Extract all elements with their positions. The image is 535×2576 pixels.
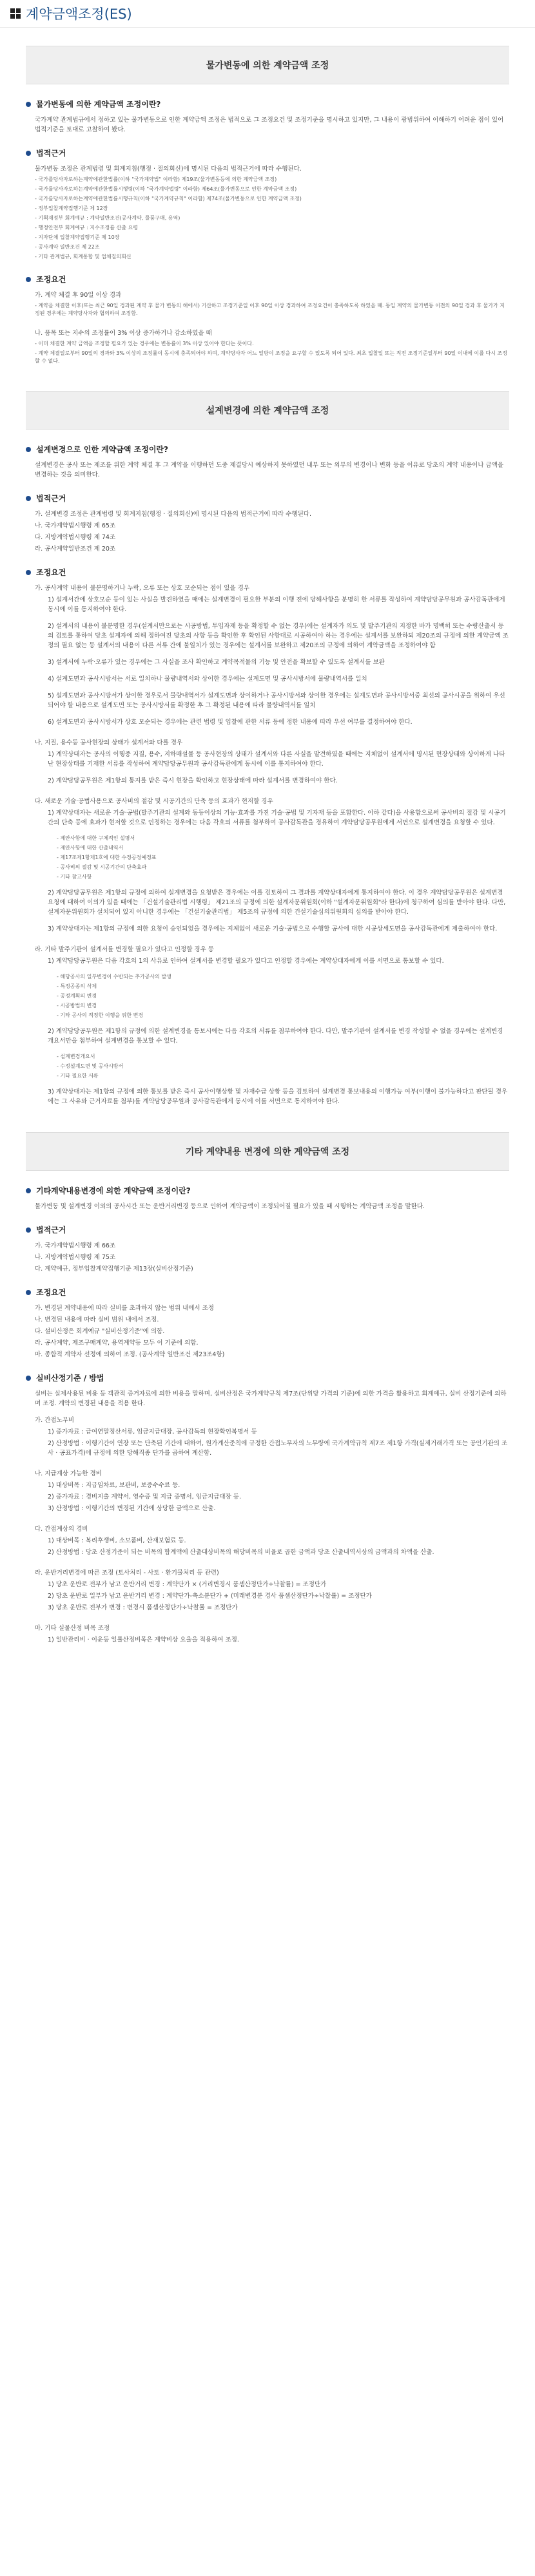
list-item: 1) 대상비목 : 지급임차료, 보관비, 보증수수료 등. [48, 1482, 180, 1489]
list-item: 라. 운반거리변경에 따른 조정 (토사처리 - 사토 · 환기물처리 등 관련) [35, 1569, 219, 1577]
list-item: 가. 계약 체결 후 90일 이상 경과 [35, 292, 122, 299]
note: - 기타 필요한 서류 [57, 1073, 99, 1079]
paragraph: 설계변경은 공사 또는 제조를 위한 계약 체결 후 그 계약을 이행하던 도중 제결당시 예상하지 못하였던 내부 또는 외부의 변경이나 변화 등을 이유로 당초의 계약 내용이나 금액을 변경하는 것을 의미한다. [35, 462, 504, 478]
note: - 제안사항에 대한 구체적인 설명서 [57, 835, 135, 841]
list-item: 다. 계약예규, 정부입찰계약집행기준 제13장(실비산정기준) [35, 1265, 193, 1273]
note: - 공정계획의 변경 [57, 993, 97, 999]
note: - 해당공사의 일부변경이 수반되는 추가공사의 발생 [57, 974, 171, 980]
note: - 이미 체결한 계약 금액을 조정할 필요가 있는 경우에는 변동률이 3% 이상 있어야 한다는 뜻이다. [35, 341, 254, 346]
question-heading [26, 1185, 509, 1196]
question-title: 기타계약내용변경에 의한 계약금액 조정이란? [36, 1186, 191, 1195]
list-item: 나. 지질, 용수등 공사현장의 상태가 설계서와 다를 경우 [35, 739, 183, 746]
list-item: 4) 설계도면과 공사시방서는 서로 일치하나 물량내역서와 상이한 경우에는 설계도면 및 공사시방서에 물량내역서를 일치 [48, 676, 367, 683]
list-item: 2) 계약담당공무원은 제1항의 통지를 받은 즉시 현장을 확인하고 현장상태에 따라 설계서를 변경하여야 한다. [48, 777, 338, 784]
list-item: 3) 계약상대자는 제1항의 규정에 의한 통보를 받은 즉시 공사이행상황 및 자재수급 상황 등을 검토하여 설계변경 통보내용의 이행가능 여부(이행이 불가능하다고 판단될 경우에는 그 사유와 근거자료를 첨부)를 계약담당공무원과 공사감독관에게 동시에 이를 서면으로 통지하여야 한다. [48, 1088, 508, 1105]
note: - 제17조제1항제1호에 대한 수정공정예정표 [57, 855, 157, 860]
list-item: 1) 계약상대자는 새로운 기술·공법(발주기관의 설계와 동등이상의 기능·효과를 가진 기술·공법 및 기자재 등을 포함한다. 이하 같다)을 사용함으로써 공사비의 절감 및 시공기간의 단축 등에 효과가 현저할 것으로 인정하는 경우에는 다음 각호의 서류를 첨부하여 공사감독관을 경유하여 계약담당공무원에게 서면으로 설계변경을 요청할 수 있다. [48, 810, 506, 826]
list-item: 6) 설계도면과 공사시방서가 상호 모순되는 경우에는 관련 법령 및 입찰에 관한 서류 등에 정한 내용에 따라 우선 여부를 결정하여야 한다. [48, 719, 413, 726]
note: - 제안사항에 대한 산출내역서 [57, 845, 124, 851]
note: - 계약을 체결한 이후(또는 최근 90일 경과된 계약 후 물가 변동의 해에서) 기산하고 조정기준일 이후 90일 이상 경과하여 조정요건이 충족하도록 하였을 때. 동일 계약의 물가변동 이전의 90일 경과 후 물가가 지정된 경우에는 계약당사자와 협의하여 조정함. [35, 303, 505, 316]
list-item: 3) 설계서에 누락·오류가 있는 경우에는 그 사실을 조사 확인하고 계약목적물의 기능 및 안전을 확보할 수 있도록 설계서를 보완 [48, 659, 385, 666]
list-item: 다. 지방계약법시행령 제 74조 [35, 534, 116, 541]
list-item: 나. 변경된 내용에 따라 실비 범위 내에서 조정. [35, 1316, 159, 1323]
list-item: - 지자단체 입찰계약집행기준 제 10장 [35, 234, 120, 240]
question-heading [26, 1287, 509, 1298]
list-item: 1) 당초 운반로 전부가 남고 운반거리 변경 : 계약단가 × (거리변경시 품셈산정단가÷낙찰률) = 조정단가 [48, 1581, 327, 1588]
question-title: 법적근거 [36, 1226, 66, 1235]
list-item: - 기획재정부 회계예규 : 계약일반조건(공사계약, 물품구매, 용역) [35, 215, 180, 221]
page-header [0, 0, 535, 28]
list-item: 가. 국가계약법시행령 제 66조 [35, 1242, 116, 1249]
list-item: 나. 지방계약법시행령 제 75조 [35, 1254, 116, 1261]
page-title: 계약금액조정(ES) [26, 6, 132, 22]
list-item: 2) 당초 운반로 일부가 남고 운반거리 변경 : 계약단가-축소분단가 + (미래변경분 경사 품셈산정단가÷낙찰률) = 조정단가 [48, 1593, 372, 1600]
list-item: 나. 지급계상 가능한 경비 [35, 1470, 102, 1477]
bullet-dot-icon [26, 1376, 31, 1381]
section-band-price-change: 물가변동에 의한 계약금액 조정 [26, 46, 509, 84]
note: - 시공방법의 변경 [57, 1003, 97, 1009]
list-item: - 행정안전부 회계예규 : 지수조정률 산출 요령 [35, 225, 138, 231]
question-heading [26, 274, 509, 285]
list-item: - 국가를당사자로하는계약에관한법률시행규칙(이하 "국가계약규칙" 이라함) 제74조(물가변동으로 인한 계약금액 조정) [35, 196, 302, 202]
list-item: - 국가를당사자로하는계약에관한법률시행령(이하 "국가계약법령" 이라함) 제64조(물가변동으로 인한 계약금액 조정) [35, 186, 297, 192]
bullet-dot-icon [26, 1227, 31, 1233]
list-item: - 정부입찰계약집행기준 제 12장 [35, 205, 108, 211]
question-title: 조정요건 [36, 568, 66, 577]
bullet-dot-icon [26, 277, 31, 282]
list-item: 나. 국가계약법시행령 제 65조 [35, 522, 116, 529]
list-item: 3) 산정방법 : 이행기간의 변경된 기간에 상당한 금액으로 산출. [48, 1505, 216, 1512]
bullet-dot-icon [26, 151, 31, 156]
bullet-dot-icon [26, 496, 31, 501]
list-item: 2) 계약담당공무원은 제1항의 규정에 의하여 설계변경을 요청받은 경우에는 이를 검토하여 그 결과를 계약상대자에게 통지하여야 한다. 이 경우 계약담당공무원은 설계변경 요청에 대하여 이의가 있을 때에는 「건설기술관리법 시행령」 제21조의 규정에 의한 설계자문위원회(이하 "설계자문위원회"라 한다)에 청구하여 심의를 받아야 한다. 다만, 설계자문위원회가 설치되어 있지 아니한 경우에는 「건설기술관리법」 제5조의 규정에 의한 건설기술심의위원회의 심의를 받아야 한다. [48, 889, 506, 916]
list-item: - 국가를당사자로하는계약에관한법률(이하 "국가계약법" 이라함) 제19조(물가변동등에 의한 계약금액 조정) [35, 176, 277, 182]
question-title: 법적근거 [36, 149, 66, 158]
list-item: 1) 설계서간에 상호모순 등이 있는 사실을 발견하였을 때에는 설계변경이 필요한 부분의 이행 전에 당해사항을 분명히 한 서류를 작성하여 계약담당공무원과 공사감독관에게 동시에 이를 통지하여야 한다. [48, 596, 505, 613]
question-heading [26, 1224, 509, 1235]
question-title: 설계변경으로 인한 계약금액 조정이란? [36, 445, 168, 454]
note: - 기타 참고사항 [57, 874, 92, 880]
list-item: 라. 공사계약, 제조구매계약, 용역계약등 모두 이 기준에 의함. [35, 1340, 199, 1347]
list-item: 라. 기타 발주기관이 설계서를 변경할 필요가 있다고 인정할 경우 등 [35, 946, 214, 953]
list-item: 마. 기타 실물산정 비목 조정 [35, 1625, 110, 1632]
list-item: 다. 새로운 기술·공법사용으로 공사비의 절감 및 시공기간의 단축 등의 효과가 현저할 경우 [35, 798, 273, 805]
bullet-dot-icon [26, 102, 31, 107]
paragraph: 물가변동 조정은 관계법령 및 회계지침(행정 · 절의회신)에 명시된 다음의 법적근거에 따라 수행된다. [35, 166, 302, 173]
question-heading [26, 99, 509, 109]
list-item: 다. 간접계상의 경비 [35, 1526, 88, 1533]
paragraph: 물가변동 및 설계변경 이외의 공사시간 또는 운반거리변경 등으로 인하여 계약금액이 조정되어질 필요가 있을 때 시행하는 계약금액 조정을 말한다. [35, 1203, 425, 1210]
bullet-dot-icon [26, 570, 31, 575]
question-heading [26, 444, 509, 455]
list-item: 1) 증가자료 : 급여연말정산서류, 임금지급대장, 공사감독의 현장확인복명서 등 [48, 1428, 257, 1435]
list-item: 1) 대상비목 : 복리후생비, 소모품비, 산재보험료 등. [48, 1537, 186, 1544]
list-item: 가. 설계변경 조정은 관계법령 및 회계지침(행정 · 질의회신)에 명시된 다음의 법적근거에 따라 수행된다. [35, 511, 311, 518]
list-item: 라. 공사계약일반조건 제 20조 [35, 545, 116, 553]
question-title: 법적근거 [36, 494, 66, 503]
section-band-other-change: 기타 계약내용 변경에 의한 계약금액 조정 [26, 1132, 509, 1171]
list-item: 1) 일반관리비 · 이윤등 일률산정비목은 계약비상 요율을 적용하여 조정. [48, 1636, 239, 1643]
question-heading [26, 147, 509, 158]
list-item: - 기타 관계법규, 회계통합 및 업체질의회신 [35, 254, 131, 260]
question-heading [26, 567, 509, 578]
list-item: 2) 산정방법 : 당초 산정기준이 되는 비목의 합계액에 산출대상비목의 해당비목의 비율로 곱한 금액과 당초 산출내역서상의 금액과의 차액을 산출. [48, 1549, 434, 1556]
question-heading [26, 493, 509, 504]
list-item: 3) 당초 운반로 전부가 변경 : 변경시 품셈산정단가÷낙찰률 = 조정단가 [48, 1604, 238, 1611]
list-item: 2) 계약담당공무원은 제1항의 규정에 의한 설계변경을 통보시에는 다음 각호의 서류를 첨부하여야 한다. 다만, 발주기관이 설계서를 변경 작성할 수 없을 경우에는 설계변경 개요서만을 첨부하여 설계변경을 통보할 수 있다. [48, 1028, 503, 1045]
paragraph: 국가계약 관계법규에서 정하고 있는 물가변동으로 인한 계약금액 조정은 법적으로 그 조정요건 및 조정기준을 명시하고 있지만, 그 내용이 광범위하여 이해하기 어려운 점이 있어 법적기준을 토대로 고찰하여 봤다. [35, 117, 504, 133]
question-heading [26, 1372, 509, 1383]
question-title: 조정요건 [36, 1288, 66, 1297]
note: - 특정공종의 삭제 [57, 983, 97, 989]
list-item: - 공사계약 일반조건 제 22조 [35, 244, 100, 250]
question-title: 실비산정기준 / 방법 [36, 1374, 104, 1383]
list-item: 2) 증가자료 : 경비지출 계약서, 영수증 및 지급 증명서, 임금지급대장 등. [48, 1493, 241, 1501]
bullet-dot-icon [26, 447, 31, 452]
question-title: 물가변동에 의한 계약금액 조정이란? [36, 100, 161, 109]
list-item: 5) 설계도면과 공사시방서가 상이한 경우로서 물량내역서가 설계도면과 상이하거나 공사시방서와 상이한 경우에는 설계도면과 공사시방서중 최선의 공사시공을 위하여 우선되어야 할 내용으로 설계도면 또는 공사시방서를 확정한 후 그 확정된 내용에 따라 물량내역서를 일치 [48, 692, 505, 709]
content [0, 46, 535, 1645]
note: - 기타 공사의 적정한 이행을 위한 변경 [57, 1012, 144, 1018]
list-item: 가. 변경된 계약내용에 따라 실비를 초과하지 않는 범위 내에서 조정 [35, 1305, 214, 1312]
list-item: 2) 산정방법 : 이행기간이 연장 또는 단축된 기간에 대하여, 원가계산준칙에 규정한 간접노무자의 노무량에 국가계약규칙 제7조 제1항 가격(실제거래가격 또는 공인기관의 조사 · 공표가격)에 규정에 의한 당해직종 단가를 곱하여 계산함. [48, 1440, 508, 1457]
note: - 공사비의 절감 및 시공기간의 단축효과 [57, 864, 147, 870]
note: - 설계변경개요서 [57, 1054, 95, 1059]
paragraph: 실비는 실제사용된 비용 등 객관적 증거자료에 의한 비용을 말하며, 실비산정은 국가계약규칙 제7조(단위당 가격의 기준)에 의한 가격을 활용하고 회계예규, 실비 산정기준에 의하며 조정. 계약의 변경된 내용을 적용 한다. [35, 1390, 507, 1407]
list-item: 1) 계약상대자는 공사의 이행중 지질, 용수, 지하매설물 등 공사현장의 상태가 설계서와 다른 사실을 발견하였을 때에는 지체없이 설계서에 명시된 현장상태와 상이하게 나타난 현장상태를 기재한 서류를 작성하여 계약담당공무원과 공사감독관에게 동시에 이를 통지하여야 한다. [48, 751, 505, 768]
list-item: 가. 공사계약 내용이 불분명하거나 누락, 오류 또는 상호 모순되는 점이 있을 경우 [35, 585, 249, 592]
list-item: 1) 계약담당공무원은 다음 각호의 1의 사유로 인하여 설계서를 변경할 필요가 있다고 인정할 경우에는 계약상대자에게 이를 서면으로 통보할 수 있다. [48, 958, 444, 965]
list-item: 가. 간접노무비 [35, 1417, 75, 1424]
bullet-dot-icon [26, 1188, 31, 1193]
section-band-design-change: 설계변경에 의한 계약금액 조정 [26, 391, 509, 430]
list-item: 2) 설계서의 내용이 불분명한 경우(설계서만으로는 시공방법, 투입자재 등을 확정할 수 없는 경우)에는 설계자가 의도 및 발주기관의 지정한 바가 명백히 또는 수량산출서 등의 검토를 통하여 당초 설계자에 의해 정하여진 당초의 사항 등을 확인한 후 확인된 사항대로 시공하여야 하는 경우에는 설계서를 보완하되 제20조의 규정에 의한 계약금액 조정의 필요 없는 등 설계서의 내용이 다른 서류 간에 불일치가 있는 경우에는 설계서를 보완하고 제20조의 규정에 의하여 계약금액을 조정하여야 함 [48, 623, 509, 649]
list-item: 다. 설비산정은 회계예규 "실비산정기준"에 의함. [35, 1328, 165, 1335]
list-item: 나. 품목 또는 지수의 조정률이 3% 이상 증가하거나 감소하였을 때 [35, 330, 212, 337]
note: - 계약 체결일로부터 90일의 경과와 3% 이상의 조정률이 동시에 충족되어야 하며, 계약당사자 어느 일방이 조정을 요구할 수 있도록 되어 있다. 최초 입찰일 또는 직전 조정기준일부터 90일 이내에 이를 다시 조정할 수 없다. [35, 350, 508, 364]
grid-menu-icon [10, 8, 21, 19]
note: - 수정설계도면 및 공사시방서 [57, 1063, 124, 1069]
list-item: 3) 계약상대자는 제1항의 규정에 의한 요청이 승인되었을 경우에는 지체없이 새로운 기술·공법으로 수행할 공사에 대한 시공상세도면을 공사감독관에게 제출하여야 한다. [48, 925, 498, 933]
question-title: 조정요건 [36, 275, 66, 284]
list-item: 마. 종합적 계약자 선정에 의하여 조정. (공사계약 일반조건 제23조4항) [35, 1351, 225, 1358]
bullet-dot-icon [26, 1290, 31, 1295]
